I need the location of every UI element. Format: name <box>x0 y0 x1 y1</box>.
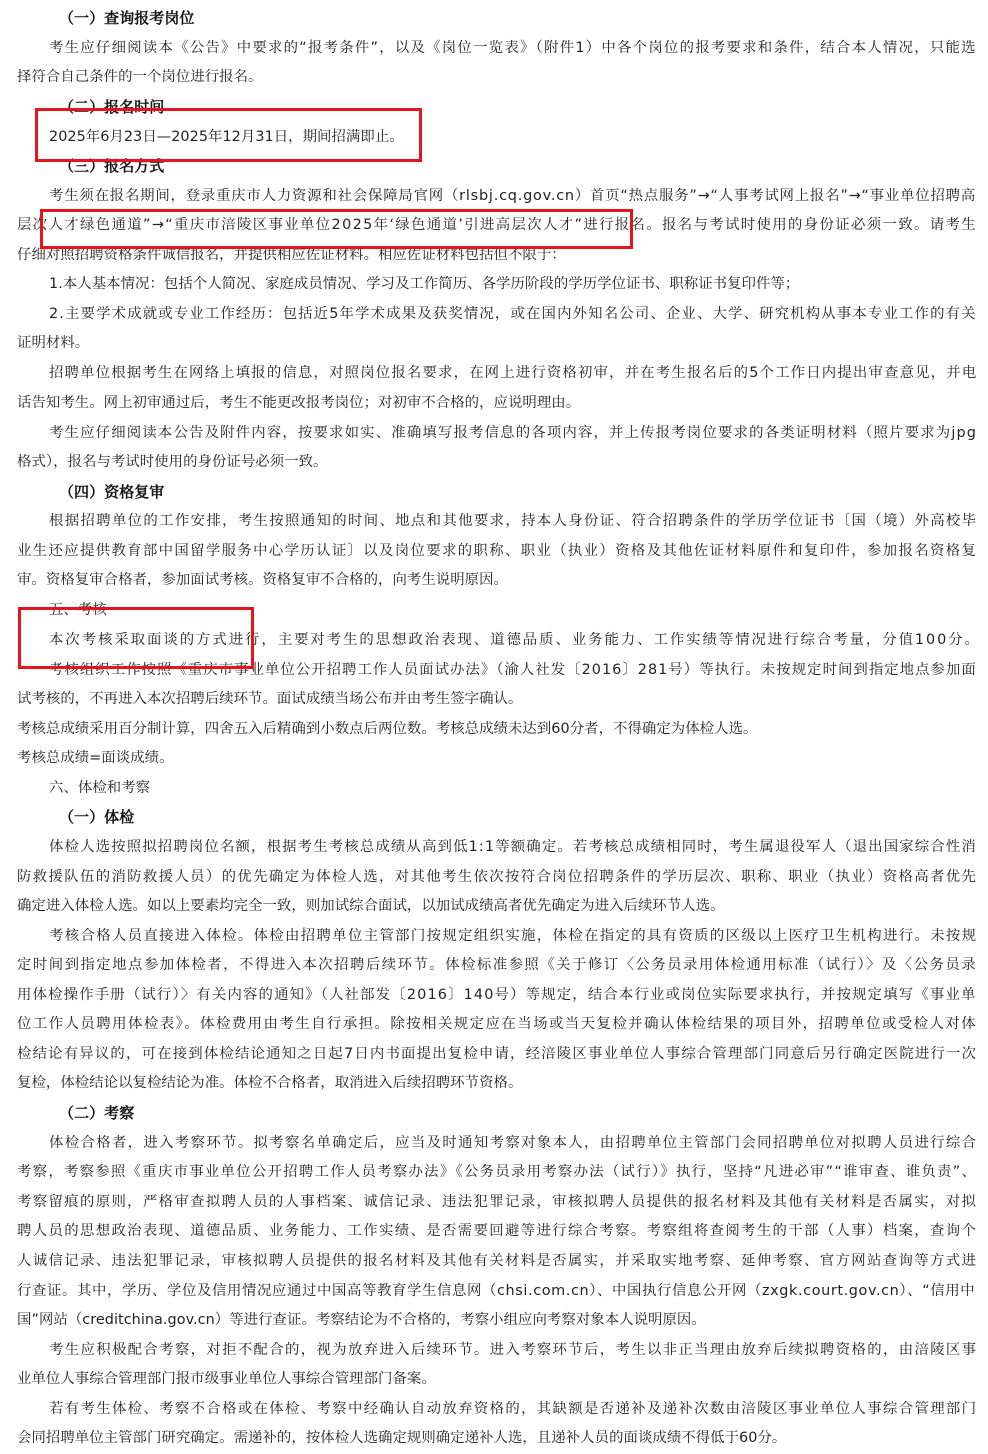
section-heading: （一）查询报考岗位 <box>59 9 195 27</box>
paragraph-line: 行查证。其中，学历、学位及信用情况应通过中国高等教育学生信息网（chsi.com.cn）、中国执行信息公开网（zxgk.court.gov.cn）、“信用中 <box>17 1283 976 1299</box>
paragraph-line: 层次人才绿色通道”→“重庆市涪陵区事业单位2025年‘绿色通道’引进高层次人才”进行报名。报名与考试时使用的身份证必须一致。请考生 <box>17 217 978 233</box>
paragraph-line: 2.主要学术成就或专业工作经历：包括近5年学术成果及获奖情况，或在国内外知名公司、企业、大学、研究机构从事本专业工作的有关 <box>49 306 977 322</box>
paragraph-line: 考生应仔细阅读本《公告》中要求的“报考条件”，以及《岗位一览表》（附件1）中各个岗位的报考要求和条件，结合本人情况，只能选 <box>49 40 977 56</box>
section-heading: （四）资格复审 <box>59 483 165 501</box>
section-heading-plain: 六、体检和考察 <box>49 780 151 796</box>
paragraph-line: 本次考核采取面谈的方式进行，主要对考生的思想政治表现、道德品质、业务能力、工作实绩等情况进行综合考量，分值100分。 <box>49 632 981 648</box>
paragraph-line: 确定进入体检人选。如以上要素均完全一致，则加试综合面试，以加试成绩高者优先确定为进入后续环节人选。 <box>17 898 725 914</box>
section-heading: （一）体检 <box>59 808 135 826</box>
paragraph-line: 格式），报名与考试时使用的身份证号必须一致。 <box>17 454 328 470</box>
paragraph-line: 考生应积极配合考察，对拒不配合的，视为放弃进入后续环节。进入考察环节后，考生以非正当理由放弃后续拟聘资格的，由涪陵区事 <box>49 1342 978 1358</box>
paragraph-line: 根据招聘单位的工作安排，考生按照通知的时间、地点和其他要求，持本人身份证、符合招聘条件的学历学位证书〔国（境）外高校毕 <box>49 513 978 529</box>
paragraph-line: 定时间到指定地点参加体检者，不得进入本次招聘后续环节。体检标准参照《关于修订〈公务员录用体检通用标准（试行）〉及〈公务员录 <box>17 957 978 973</box>
paragraph-line: 位工作人员聘用体检表》。体检费用由考生自行承担。除按相关规定应在当场或当天复检并确认体检结果的项目外，招聘单位或受检人对体 <box>17 1016 978 1032</box>
paragraph-line: 审。资格复审合格者，参加面试考核。资格复审不合格的，向考生说明原因。 <box>17 572 508 588</box>
section-heading-plain: 五、考核 <box>49 602 107 618</box>
paragraph-line: 考察，考察参照《重庆市事业单位公开招聘工作人员考察办法》《公务员录用考察办法（试行）》执行，坚持“凡进必审”“谁审查、谁负责”、 <box>17 1164 978 1180</box>
paragraph-line: 体检合格者，进入考察环节。拟考察名单确定后，应当及时通知考察对象本人，由招聘单位主管部门会同招聘单位对拟聘人员进行综合 <box>49 1135 978 1151</box>
paragraph-line: 1.本人基本情况：包括个人简况、家庭成员情况、学习及工作简历、各学历阶段的学历学位证书、职称证书复印件等； <box>49 276 800 292</box>
section-heading: （二）考察 <box>59 1104 135 1122</box>
paragraph-line: 会同招聘单位主管部门研究确定。需递补的，按体检人选确定规则确定递补人选，且递补人员的面谈成绩不得低于60分。 <box>17 1430 787 1446</box>
paragraph-line: 考生应仔细阅读本公告及附件内容，按要求如实、准确填写报考信息的各项内容，并上传报考岗位要求的各类证明材料（照片要求为jpg <box>49 425 978 441</box>
paragraph-line: 业单位人事综合管理部门报市级事业单位人事综合管理部门备案。 <box>17 1371 436 1387</box>
paragraph-line: 若有考生体检、考察不合格或在体检、考察中经确认自动放弃资格的，其缺额是否递补及递补次数由涪陵区事业单位人事综合管理部门 <box>49 1401 978 1417</box>
paragraph-line: 考生须在报名期间，登录重庆市人力资源和社会保障局官网（rlsbj.cq.gov.cn）首页“热点服务”→“人事考试网上报名”→“事业单位招聘高 <box>49 188 977 204</box>
paragraph-line: 防救援队伍的消防救援人员）的优先确定为体检人选，对其他考生依次按符合岗位招聘条件的学历层次、职称、职业（执业）资格高者优先 <box>17 869 978 885</box>
paragraph-line: 复检，体检结论以复检结论为准。体检不合格者，取消进入后续招聘环节资格。 <box>17 1075 523 1091</box>
paragraph-line: 国”网站（creditchina.gov.cn）等进行查证。考察结论为不合格的，考察小组应向考察对象本人说明原因。 <box>17 1312 706 1328</box>
paragraph-line: 2025年6月23日—2025年12月31日，期间招满即止。 <box>49 129 404 145</box>
paragraph-line: 用体检操作手册（试行）〉有关内容的通知》（人社部发〔2016〕140号）等规定，结合本行业或岗位实际要求执行，并按规定填写《事业单 <box>17 987 977 1003</box>
paragraph-line: 人诚信记录、违法犯罪记录，审核拟聘人员提供的报名材料及其他有关材料是否属实，并采取实地考察、延伸考察、官方网站查询等方式进 <box>17 1253 978 1269</box>
paragraph-line: 聘人员的思想政治表现、道德品质、业务能力、工作实绩、是否需要回避等进行综合考察。考察组将查阅考生的干部（人事）档案，查询个 <box>17 1223 978 1239</box>
section-heading: （二）报名时间 <box>59 98 165 116</box>
paragraph-line: 检结论有异议的，可在接到体检结论通知之日起7日内书面提出复检申请，经涪陵区事业单位人事综合管理部门同意后另行确定医院进行一次 <box>17 1046 978 1062</box>
paragraph-line: 考核总成绩采用百分制计算，四舍五入后精确到小数点后两位数。考核总成绩未达到60分者，不得确定为体检人选。 <box>17 721 758 737</box>
paragraph-line: 择符合自己条件的一个岗位进行报名。 <box>17 69 263 85</box>
paragraph-line: 证明材料。 <box>17 335 90 351</box>
paragraph-line: 考核组织工作按照《重庆市事业单位公开招聘工作人员面试办法》（渝人社发〔2016〕281号）等执行。未按规定时间到指定地点参加面 <box>49 662 977 678</box>
paragraph-line: 话告知考生。网上初审通过后，考生不能更改报考岗位；对初审不合格的，应说明理由。 <box>17 395 581 411</box>
paragraph-line: 体检人选按照拟招聘岗位名额，根据考生考核总成绩从高到低1:1等额确定。若考核总成绩相同时，考生属退役军人（退出国家综合性消 <box>49 839 977 855</box>
paragraph-line: 试考核的，不再进入本次招聘后续环节。面试成绩当场公布并由考生签字确认。 <box>17 691 523 707</box>
section-heading: （三）报名方式 <box>59 157 165 175</box>
paragraph-line: 仔细对照招聘资格条件诚信报名，并提供相应佐证材料。相应佐证材料包括但不限于： <box>17 247 566 263</box>
paragraph-line: 考察留痕的原则，严格审查拟聘人员的人事档案、诚信记录、违法犯罪记录，审核拟聘人员提供的报名材料及其他有关材料是否属实，对拟 <box>17 1194 978 1210</box>
paragraph-line: 招聘单位根据考生在网络上填报的信息，对照岗位报名要求，在网上进行资格初审，并在考生报名后的5个工作日内提出审查意见，并电 <box>49 365 978 381</box>
paragraph-line: 业生还应提供教育部中国留学服务中心学历认证〕以及岗位要求的职称、职业（执业）资格及其他佐证材料原件和复印件，参加报名资格复 <box>17 543 978 559</box>
paragraph-line: 考核总成绩=面谈成绩。 <box>17 750 174 766</box>
paragraph-line: 考核合格人员直接进入体检。体检由招聘单位主管部门按规定组织实施，体检在指定的具有资质的区级以上医疗卫生机构进行。未按规 <box>49 928 978 944</box>
